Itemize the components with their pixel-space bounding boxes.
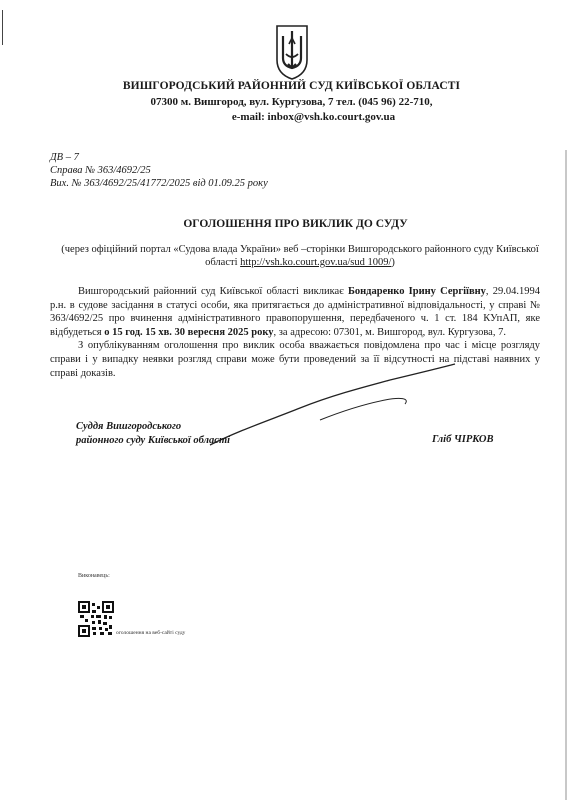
portal-note-text: (через офіційний портал «Судова влада України» веб –сторінки Вишгородського районного суду Київської області xyxy=(61,244,539,268)
judge-name: Гліб ЧІРКОВ xyxy=(432,434,494,445)
summoned-person-name: Бондаренко Ірину Сергіївну xyxy=(347,286,486,297)
qr-code-icon[interactable] xyxy=(78,601,114,637)
court-address: 07300 м. Вишгород, вул. Кургузова, 7 тел. (045 96) 22-710, xyxy=(150,96,433,108)
executor-label: Виконавець: xyxy=(78,573,110,579)
case-number: Справа № 363/4692/25 xyxy=(50,165,151,176)
judge-title: Суддя Вишгородського районного суду Київської області xyxy=(76,421,231,446)
portal-note-close: ) xyxy=(391,257,395,268)
document-references xyxy=(50,151,268,190)
court-email: e-mail: inbox@vsh.ko.court.gov.ua xyxy=(231,111,396,123)
court-name: ВИШГОРОДСЬКИЙ РАЙОННИЙ СУД КИЇВСЬКОЇ ОБЛАСТІ xyxy=(122,80,461,92)
document-code: ДВ – 7 xyxy=(50,152,79,163)
trident-emblem-icon xyxy=(274,24,310,80)
portal-note xyxy=(60,243,540,269)
qr-caption: оголошення на веб-сайті суду xyxy=(116,630,186,636)
court-website-link[interactable]: http://vsh.ko.court.gov.ua/sud 1009/ xyxy=(240,257,392,268)
document-title: ОГОЛОШЕННЯ ПРО ВИКЛИК ДО СУДУ xyxy=(183,218,408,230)
summons-paragraph-2: З опублікуванням оголошення про виклик особа вважається повідомлена про час і місце розгляду справи і у випадку неявки розгляд справи може бути проведений за її відсутності на підставі наявних у справі доказів. xyxy=(50,340,540,379)
scan-edge-left xyxy=(2,10,3,45)
handwritten-signature xyxy=(200,360,460,450)
summons-paragraph-1: Вишгородський районний суд Київської області викликає Бондаренко Ірину Сергіївну, 29.04.1994 р.н. в судове засідання в статусі особи, яка притягається до адміністративної відповідальності, у справі № 363/4692/25 про вчинення адміністративного правопорушення, передбаченого ч. 1 ст. 184 КУпАП, яке відбудеться о 15 год. 15 хв. 30 вересня 2025 року, за адресою: 07301, м. Вишгород, вул. Кургузова, 7. xyxy=(50,286,540,338)
outgoing-number: Вих. № 363/4692/25/41772/2025 від 01.09.25 року xyxy=(50,178,268,189)
hearing-datetime: о 15 год. 15 хв. 30 вересня 2025 року xyxy=(104,326,274,338)
